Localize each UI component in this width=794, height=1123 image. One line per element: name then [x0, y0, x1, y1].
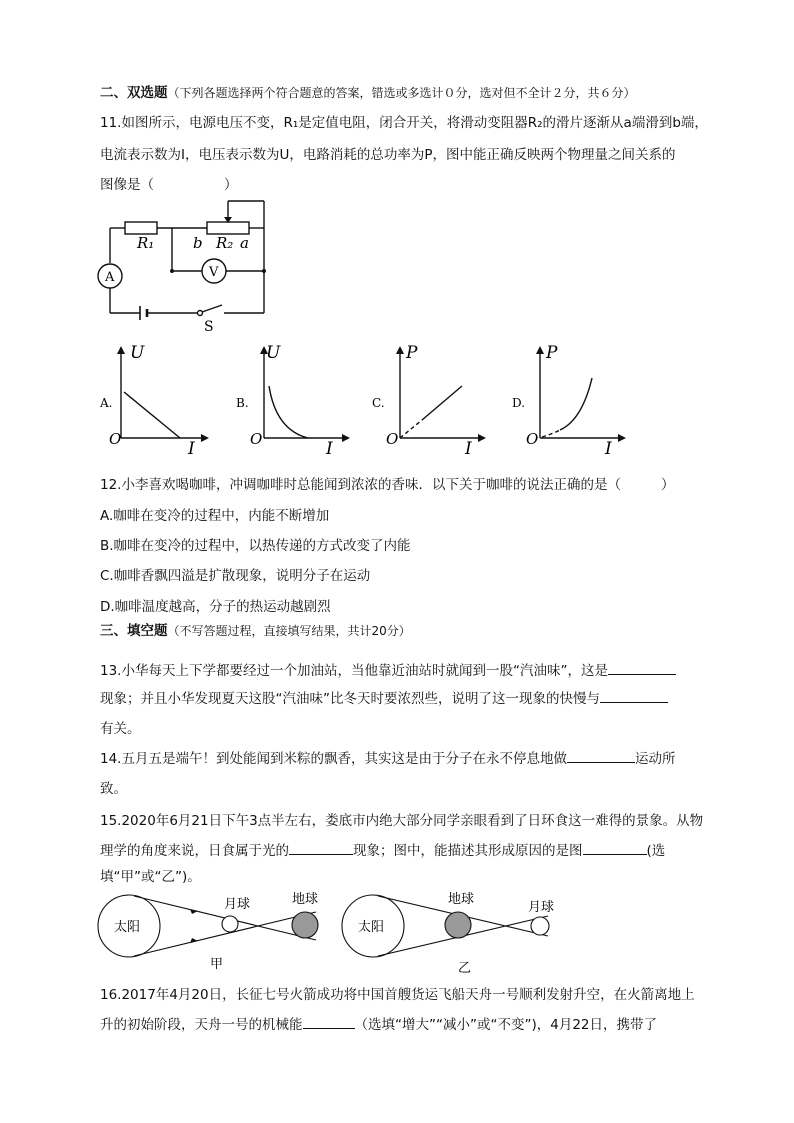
q16-line2: [100, 1016, 657, 1034]
q13-blank1[interactable]: [608, 662, 676, 675]
caption-jia: 甲: [210, 957, 224, 972]
q14-line1: [100, 750, 675, 768]
q12-stem-end: ）: [660, 477, 675, 493]
r1-resistor: [125, 222, 157, 234]
caption-yi: 乙: [458, 961, 472, 976]
q13-text1: 13.小华每天上下学都要经过一个加油站，当他靠近油站时就闻到一股“汽油味”，这是: [100, 663, 608, 679]
label-a: a: [240, 234, 249, 252]
graph-b-x-label: I: [326, 439, 333, 455]
graph-c-origin: O: [386, 430, 399, 448]
graph-d: [512, 340, 627, 455]
section2-note: （下列各题选择两个符合题意的答案，错选或多选计０分，选对但不全计２分，共６分）: [167, 86, 636, 100]
earth-label-jia: 地球: [292, 892, 319, 907]
q16-text2: （选填“增大”“减小”或“不变”)，4月22日，携带了: [354, 1017, 657, 1033]
graph-b-option: B.: [236, 396, 249, 410]
circuit-diagram: [92, 195, 282, 335]
graph-c-y-label: P: [406, 343, 418, 363]
q12-stem-start: 12.小李喜欢喝咖啡，冲调咖啡时总能闻到浓浓的香味．以下关于咖啡的说法正确的是（: [100, 477, 621, 493]
q13-line2: [100, 690, 668, 708]
section2-title: 二、双选题: [100, 85, 168, 101]
graph-a-origin: O: [109, 430, 122, 448]
earth-circle-yi: [445, 912, 471, 938]
q15-line2: [100, 842, 665, 860]
moon-label-jia: 月球: [224, 897, 251, 912]
graph-b-origin: O: [250, 430, 263, 448]
label-switch: S: [204, 319, 214, 335]
q13-line3: 有关。: [100, 721, 141, 737]
q13-blank2[interactable]: [600, 690, 668, 703]
q11-stem-start: 图像是（: [100, 177, 154, 193]
q12-option-b: B.咖啡在变冷的过程中，以热传递的方式改变了内能: [100, 538, 411, 554]
label-voltmeter: V: [209, 265, 219, 280]
graph-d-option: D.: [512, 396, 526, 410]
section3-title: 三、填空题: [100, 623, 168, 639]
q14-blank[interactable]: [567, 750, 635, 763]
q13-line1: [100, 662, 676, 680]
moon-circle-jia: [222, 916, 238, 932]
earth-circle-jia: [292, 912, 318, 938]
label-r1: R₁: [137, 234, 155, 252]
q11-line3: [100, 176, 238, 194]
q15-line1: 15.2020年6月21日下午3点半左右，娄底市内绝大部分同学亲眼看到了日环食这一难得的景象。从物: [100, 813, 704, 829]
q16-line1: 16.2017年4月20日，长征七号火箭成功将中国首艘货运飞船天舟一号顺利发射升空，在火箭离地上: [100, 987, 695, 1003]
r2-rheostat: [207, 222, 249, 234]
earth-label-yi: 地球: [448, 892, 475, 907]
graph-a: [100, 340, 215, 455]
section3-note: （不写答题过程，直接填写结果，共计20分）: [167, 624, 411, 638]
q12-option-a: A.咖啡在变冷的过程中，内能不断增加: [100, 508, 330, 524]
q15-text1: 理学的角度来说，日食属于光的: [100, 843, 289, 859]
q15-text2: 现象；图中，能描述其形成原因的是图: [353, 843, 583, 859]
q13-text2: 现象；并且小华发现夏天这股“汽油味”比冬天时要浓烈些，说明了这一现象的快慢与: [100, 691, 600, 707]
graph-c-option: C.: [372, 396, 385, 410]
graph-b-y-label: U: [266, 343, 281, 363]
q15-blank2[interactable]: [583, 842, 647, 855]
eclipse-diagram-jia: [94, 888, 334, 974]
eclipse-diagram-yi: [338, 888, 568, 978]
graph-d-x-label: I: [605, 439, 612, 455]
label-r2: R₂: [216, 234, 234, 252]
graph-a-y-label: U: [130, 343, 145, 363]
q11-stem-end: ）: [224, 177, 238, 193]
q16-blank[interactable]: [303, 1016, 355, 1029]
q12-option-c: C.咖啡香飘四溢是扩散现象，说明分子在运动: [100, 568, 371, 584]
q12-stem: [100, 476, 674, 494]
q14-text2: 运动所: [634, 751, 676, 767]
graph-b: [236, 340, 351, 455]
moon-circle-yi: [531, 917, 549, 935]
q11-line2: 电流表示数为I，电压表示数为U，电路消耗的总功率为P，图中能正确反映两个物理量之间关系的: [100, 147, 676, 163]
graph-a-option: A.: [100, 396, 113, 410]
q14-text1: 14.五月五是端午！到处能闻到米粽的飘香，其实这是由于分子在永不停息地做: [100, 751, 567, 767]
q11-line1: 11.如图所示，电源电压不变，R₁是定值电阻，闭合开关，将滑动变阻器R₂的滑片逐渐从a端滑到b端，: [100, 115, 708, 131]
q15-line3: 填“甲”或“乙”)。: [100, 869, 201, 885]
section3-header: [100, 622, 411, 640]
q14-line2: 致。: [100, 781, 127, 797]
section2-header: [100, 84, 636, 102]
moon-label-yi: 月球: [528, 900, 555, 915]
label-b: b: [193, 234, 203, 252]
q15-blank1[interactable]: [289, 842, 353, 855]
graph-a-x-label: I: [188, 439, 195, 455]
graph-c: [372, 340, 487, 455]
label-ammeter: A: [105, 270, 115, 285]
q16-text1: 升的初始阶段，天舟一号的机械能: [100, 1017, 303, 1033]
graph-d-y-label: P: [546, 343, 558, 363]
sun-label-jia: 太阳: [114, 920, 141, 935]
sun-label-yi: 太阳: [358, 920, 385, 935]
graph-d-origin: O: [526, 430, 539, 448]
graph-c-x-label: I: [465, 439, 472, 455]
q12-option-d: D.咖啡温度越高，分子的热运动越剧烈: [100, 599, 331, 615]
q15-text3: (选: [646, 843, 666, 859]
